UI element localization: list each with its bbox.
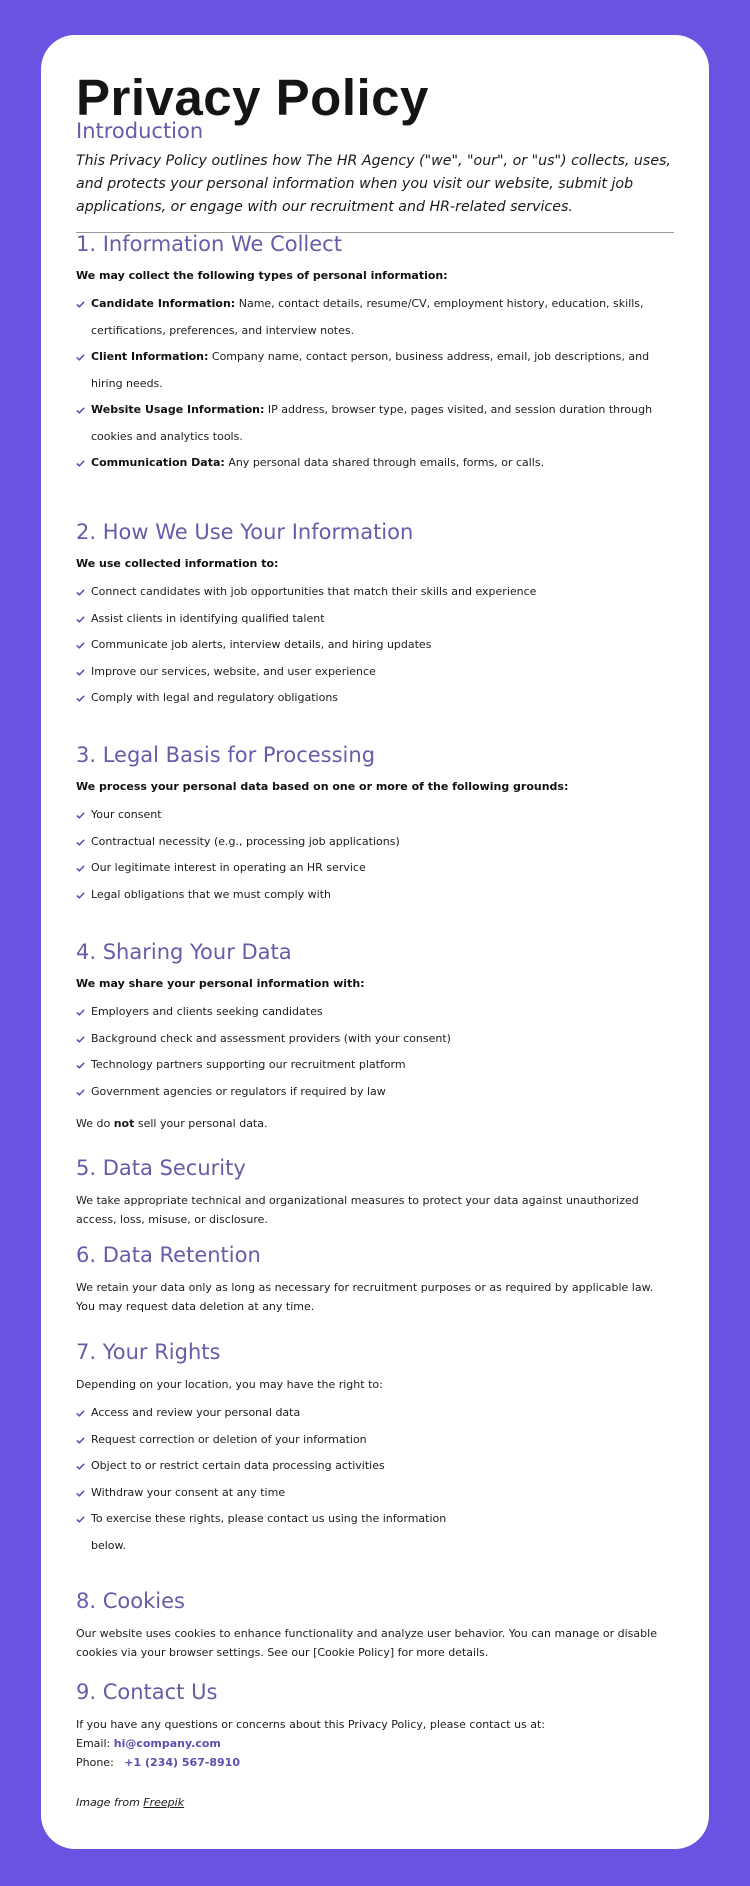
list-item [76,397,674,450]
item-text: Object to or restrict certain data processing activities [91,1459,385,1473]
intro-section [76,119,674,233]
list-item [76,632,674,659]
check-icon [76,632,86,658]
section-heading: 5. Data Security [76,1156,246,1180]
check-list [76,999,674,1105]
item-text: Contractual necessity (e.g., processing job applications) [91,834,400,848]
check-list [76,802,674,908]
check-icon [76,659,86,685]
item-text: Our legitimate interest in operating an HR service [91,861,366,875]
section-lead: We process your personal data based on one or more of the following grounds: [76,780,569,794]
phone-label: Phone: [76,1756,114,1770]
check-list [76,291,674,477]
section-heading: 4. Sharing Your Data [76,940,292,964]
section-cookies [76,1589,674,1662]
list-item [76,1026,674,1053]
item-label: Communication Data: [91,456,225,470]
freepik-link[interactable]: Freepik [143,1796,185,1810]
list-item [76,882,674,909]
item-text: Comply with legal and regulatory obligations [91,691,339,705]
check-icon [76,1079,86,1105]
item-text: Employers and clients seeking candidates [91,1005,323,1019]
policy-card [41,35,709,1849]
section-your-rights [76,1340,674,1559]
list-item [76,659,674,686]
item-text: Improve our services, website, and user experience [91,664,376,678]
section-heading: 1. Information We Collect [76,232,342,256]
list-item [76,999,674,1026]
check-icon [76,802,86,828]
list-item [76,291,674,344]
check-icon [76,1427,86,1453]
section-lead: We use collected information to: [76,557,279,571]
section-text: If you have any questions or concerns about this Privacy Policy, please contact us at: [76,1718,546,1732]
page-title: Privacy Policy [76,69,429,126]
item-text: Request correction or deletion of your information [91,1432,367,1446]
section-legal-basis [76,743,674,908]
item-text: Legal obligations that we must comply with [91,887,332,901]
item-text: Any personal data shared through emails, forms, or calls. [228,456,545,470]
check-icon [76,1480,86,1506]
check-icon [76,999,86,1025]
list-item [76,855,674,882]
section-how-we-use [76,520,674,712]
list-item [76,450,674,477]
list-item [76,1079,674,1106]
list-item [76,829,674,856]
check-icon [76,1453,86,1479]
phone-link[interactable]: +1 (234) 567-8910 [124,1756,240,1770]
item-text: Background check and assessment providers (with your consent) [91,1031,451,1045]
no-sell-note [76,1114,674,1133]
list-item [76,1052,674,1079]
section-heading: 7. Your Rights [76,1340,221,1364]
check-icon [76,829,86,855]
check-icon [76,450,86,476]
item-label: Candidate Information: [91,297,236,311]
list-item [76,606,674,633]
item-text: Your consent [91,808,162,822]
section-information-we-collect [76,232,674,477]
note-bold: not [113,1117,135,1131]
list-item [76,1453,674,1480]
item-text: Assist clients in identifying qualified talent [91,611,325,625]
item-text: Company name, contact person, business address, email, job descriptions, and hiring needs. [91,350,650,390]
item-label: Client Information: [91,350,209,364]
check-icon [76,685,86,711]
section-lead: Depending on your location, you may have the right to: [76,1378,383,1392]
check-icon [76,397,86,423]
item-text: Withdraw your consent at any time [91,1485,286,1499]
check-icon [76,291,86,317]
email-row [76,1734,674,1753]
list-item [76,1480,674,1507]
email-link[interactable]: hi@company.com [113,1737,221,1751]
section-data-security [76,1156,674,1229]
section-heading: 6. Data Retention [76,1243,261,1267]
list-item [76,344,674,397]
section-lead: We may share your personal information with: [76,977,365,991]
section-text: Our website uses cookies to enhance functionality and analyze user behavior. You can manage or disable cookies via your browser settings. See our [Cookie Policy] for more details. [76,1627,657,1660]
email-label: Email: [76,1737,111,1751]
note-text: We do [76,1117,114,1131]
item-text: IP address, browser type, pages visited, and session duration through cookies and analytics tools. [91,403,653,443]
list-item [76,1427,674,1454]
check-icon [76,344,86,370]
section-heading: 3. Legal Basis for Processing [76,743,376,767]
list-item [76,579,674,606]
item-text: To exercise these rights, please contact us using the information [91,1512,447,1526]
check-icon [76,1052,86,1078]
section-data-retention [76,1243,674,1316]
check-icon [76,882,86,908]
section-contact-us [76,1680,674,1812]
check-icon [76,1400,86,1426]
check-icon [76,579,86,605]
section-heading: 8. Cookies [76,1589,185,1613]
credit-text: Image from [76,1796,144,1810]
list-item [76,1400,674,1427]
section-heading: 2. How We Use Your Information [76,520,414,544]
item-text: Access and review your personal data [91,1406,301,1420]
section-text: We take appropriate technical and organizational measures to protect your data against unauthorized access, loss, misuse, or disclosure. [76,1194,639,1227]
item-text-continued: below. [91,1538,127,1552]
check-icon [76,1026,86,1052]
note-text: sell your personal data. [134,1117,268,1131]
section-lead: We may collect the following types of personal information: [76,269,448,283]
section-heading: 9. Contact Us [76,1680,218,1704]
item-text: Communicate job alerts, interview details, and hiring updates [91,638,432,652]
section-text: We retain your data only as long as necessary for recruitment purposes or as required by applicable law. You may request data deletion at any time. [76,1281,654,1314]
check-icon [76,606,86,632]
check-icon [76,1506,86,1532]
list-item [76,685,674,712]
item-text: Connect candidates with job opportunities that match their skills and experience [91,585,537,599]
section-sharing [76,940,674,1133]
intro-heading: Introduction [76,119,204,143]
item-text: Technology partners supporting our recruitment platform [91,1058,406,1072]
intro-text: This Privacy Policy outlines how The HR Agency ("we", "our", or "us") collects, uses, and protects your personal information when you visit our website, submit job applications, or engage with our recruitment and HR-related services. [76,153,671,216]
phone-row [76,1753,674,1772]
image-credit [76,1793,674,1812]
check-list [76,1400,674,1559]
list-item [76,802,674,829]
check-icon [76,855,86,881]
list-item [76,1506,674,1559]
item-text: Government agencies or regulators if required by law [91,1084,386,1098]
item-text: Name, contact details, resume/CV, employment history, education, skills, certifications, preferences, and interview notes. [91,297,644,337]
item-label: Website Usage Information: [91,403,265,417]
check-list [76,579,674,712]
